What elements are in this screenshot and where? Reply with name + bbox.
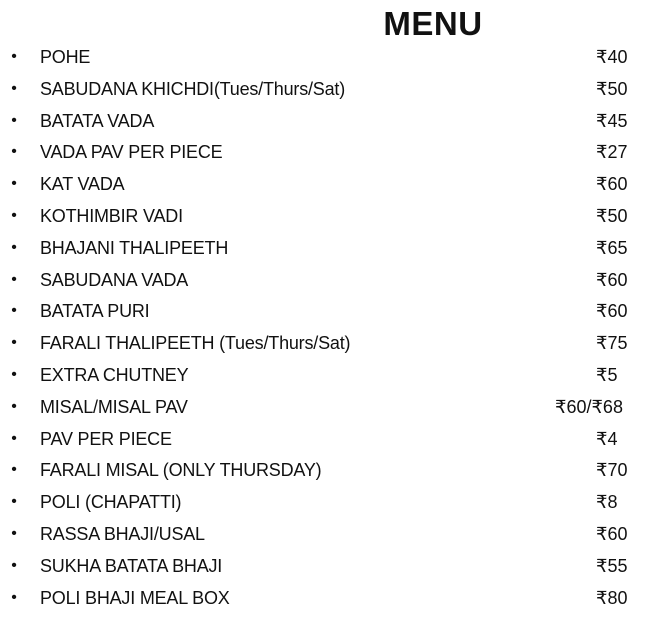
menu-item-name: FARALI MISAL (ONLY THURSDAY)	[40, 460, 322, 481]
menu-item-name: RASSA BHAJI/USAL	[40, 523, 205, 544]
menu-item	[0, 330, 650, 362]
bullet-icon: •	[11, 270, 17, 288]
menu-item-price: ₹27	[596, 142, 628, 163]
menu-item	[0, 203, 650, 235]
bullet-icon: •	[11, 111, 17, 129]
menu-item-price: ₹55	[596, 555, 628, 576]
menu-item-name: VADA PAV PER PIECE	[40, 142, 223, 163]
menu-item-price: ₹60	[596, 301, 628, 322]
menu-title: MENU	[383, 5, 483, 42]
menu-item	[0, 76, 650, 108]
bullet-icon: •	[11, 238, 17, 256]
menu-item	[0, 394, 650, 426]
bullet-icon: •	[11, 48, 17, 65]
menu-item-name: KOTHIMBIR VADI	[40, 205, 183, 226]
menu-item-name: POLI (CHAPATTI)	[40, 492, 182, 513]
menu-item-price: ₹80	[596, 587, 628, 608]
menu-item-name: MISAL/MISAL PAV	[40, 396, 188, 417]
menu-item	[0, 235, 650, 267]
menu-item-price: ₹50	[596, 78, 628, 99]
menu-item-name: FARALI THALIPEETH (Tues/Thurs/Sat)	[40, 333, 351, 354]
menu-item-name: SUKHA BATATA BHAJI	[40, 555, 223, 576]
menu-item-name: KAT VADA	[40, 174, 125, 195]
menu-item-price: ₹70	[596, 460, 628, 481]
menu-item	[0, 139, 650, 171]
menu-item-name: BHAJANI THALIPEETH	[40, 237, 229, 258]
menu-item-name: EXTRA CHUTNEY	[40, 364, 189, 385]
menu-item	[0, 553, 650, 585]
menu-item	[0, 489, 650, 521]
menu-item-name: POHE	[40, 47, 91, 67]
menu-item-price: ₹40	[596, 47, 628, 67]
bullet-icon: •	[11, 175, 17, 193]
menu-item	[0, 171, 650, 203]
bullet-icon: •	[11, 206, 17, 224]
menu-item-price: ₹50	[596, 205, 628, 226]
menu-item	[0, 267, 650, 299]
bullet-icon: •	[11, 588, 17, 606]
bullet-icon: •	[11, 461, 17, 479]
menu-item-name: BATATA VADA	[40, 110, 155, 131]
menu-item-price: ₹45	[596, 110, 628, 131]
bullet-icon: •	[11, 524, 17, 542]
menu-item	[0, 44, 650, 76]
bullet-icon: •	[11, 493, 17, 511]
menu-item-price: ₹60	[596, 523, 628, 544]
bullet-icon: •	[11, 365, 17, 383]
bullet-icon: •	[11, 429, 17, 447]
bullet-icon: •	[11, 397, 17, 415]
bullet-icon: •	[11, 79, 17, 97]
menu-item-name: POLI BHAJI MEAL BOX	[40, 587, 230, 608]
menu-item-name: BATATA PURI	[40, 301, 150, 322]
menu-item-name: SABUDANA VADA	[40, 269, 189, 290]
menu-item	[0, 521, 650, 553]
bullet-icon: •	[11, 334, 17, 352]
bullet-icon: •	[11, 143, 17, 161]
menu-item-price: ₹5	[596, 364, 618, 385]
menu-item	[0, 426, 650, 458]
menu-item	[0, 298, 650, 330]
menu-item-price: ₹60	[596, 174, 628, 195]
menu-item-price: ₹60	[596, 269, 628, 290]
menu-item-price: ₹65	[596, 237, 628, 258]
bullet-icon: •	[11, 302, 17, 320]
menu-item-price: ₹8	[596, 492, 618, 513]
menu-item-price: ₹75	[596, 333, 628, 354]
menu-item	[0, 457, 650, 489]
menu-item	[0, 362, 650, 394]
menu-item-price: ₹4	[596, 428, 618, 449]
menu-item-name: SABUDANA KHICHDI(Tues/Thurs/Sat)	[40, 78, 346, 99]
bullet-icon: •	[11, 556, 17, 574]
menu-item-name: PAV PER PIECE	[40, 428, 172, 449]
menu-item	[0, 585, 650, 617]
menu-item	[0, 108, 650, 140]
menu-list	[0, 44, 650, 616]
menu-item-price: ₹60/₹68	[555, 396, 623, 417]
